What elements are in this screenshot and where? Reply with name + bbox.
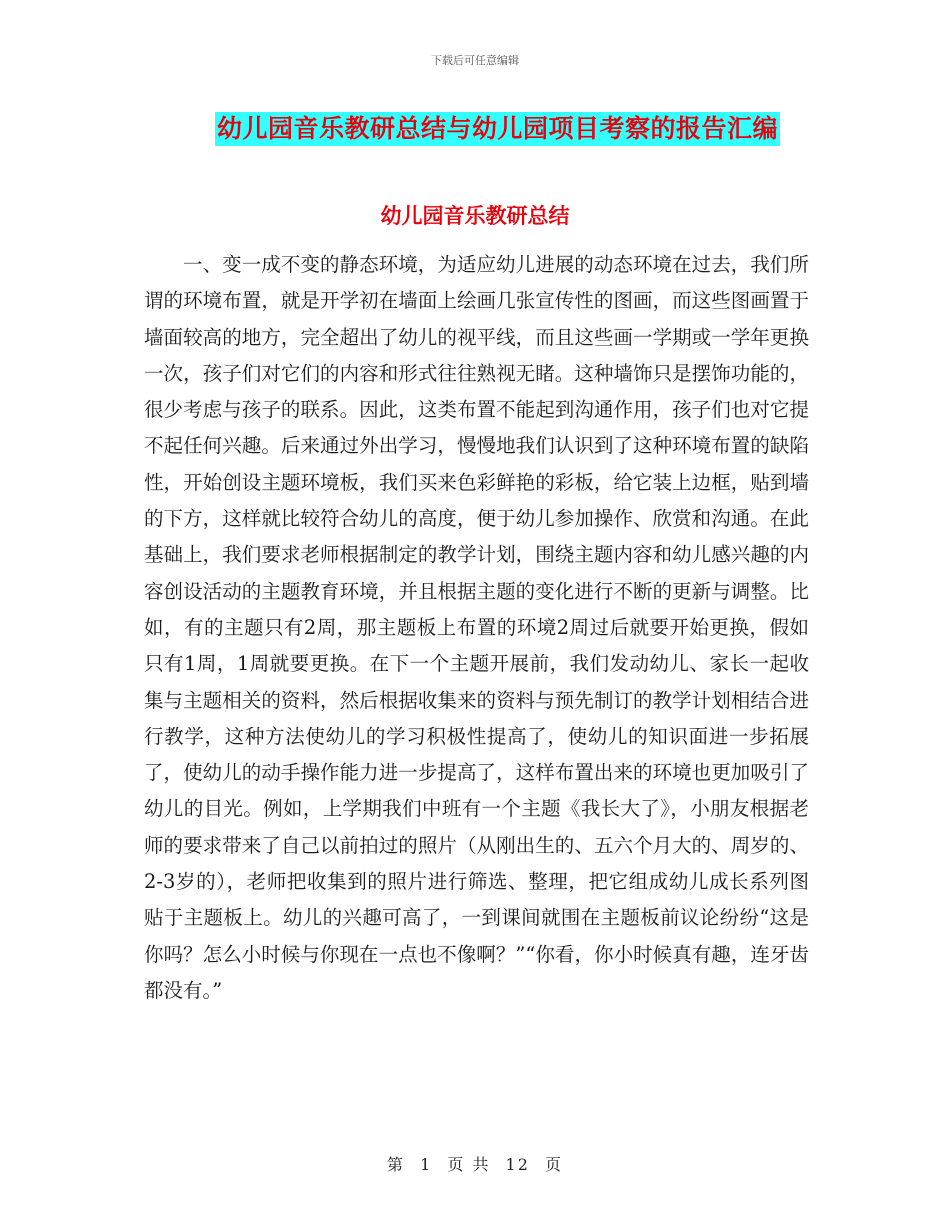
page-header-note: 下载后可任意编辑 <box>431 54 519 67</box>
document-title-wrapper <box>0 112 950 146</box>
page-total-number: 12 <box>505 1155 530 1174</box>
page-suffix: 页 <box>545 1155 564 1174</box>
section-title: 幼儿园音乐教研总结 <box>380 204 570 228</box>
page-middle-text: 页 共 <box>447 1155 491 1174</box>
page-current-number: 1 <box>420 1155 433 1174</box>
document-title: 幼儿园音乐教研总结与幼儿园项目考察的报告汇编 <box>215 112 780 146</box>
page-prefix: 第 <box>386 1155 405 1174</box>
body-paragraph: 一、变一成不变的静态环境，为适应幼儿进展的动态环境在过去，我们所谓的环境布置，就是开学初在墙面上绘画几张宣传性的图画，而这些图画置于墙面较高的地方，完全超出了幼儿的视平线，而且这些画一学期或一学年更换一次，孩子们对它们的内容和形式往往熟视无睹。这种墙饰只是摆饰功能的，很少考虑与孩子的联系。因此，这类布置不能起到沟通作用，孩子们也对它提不起任何兴趣。后来通过外出学习，慢慢地我们认识到了这种环境布置的缺陷性，开始创设主题环境板，我们买来色彩鲜艳的彩板，给它装上边框，贴到墙的下方，这样就比较符合幼儿的高度，便于幼儿参加操作、欣赏和沟通。在此基础上，我们要求老师根据制定的教学计划，围绕主题内容和幼儿感兴趣的内容创设活动的主题教育环境，并且根据主题的变化进行不断的更新与调整。比如，有的主题只有2周，那主题板上布置的环境2周过后就要开始更换，假如只有1周，1周就要更换。在下一个主题开展前，我们发动幼儿、家长一起收集与主题相关的资料，然后根据收集来的资料与预先制订的教学计划相结合进行教学，这种方法使幼儿的学习积极性提高了，使幼儿的知识面进一步拓展了，使幼儿的动手操作能力进一步提高了，这样布置出来的环境也更加吸引了幼儿的目光。例如，上学期我们中班有一个主题《我长大了》，小朋友根据老师的要求带来了自己以前拍过的照片（从刚出生的、五六个月大的、周岁的、2-3岁的），老师把收集到的照片进行筛选、整理，把它组成幼儿成长系列图贴于主题板上。幼儿的兴趣可高了，一到课间就围在主题板前议论纷纷“这是你吗？怎么小时候与你现在一点也不像啊？”“你看，你小时候真有趣，连牙齿都没有。” <box>144 253 809 1002</box>
page-footer <box>0 1152 950 1175</box>
